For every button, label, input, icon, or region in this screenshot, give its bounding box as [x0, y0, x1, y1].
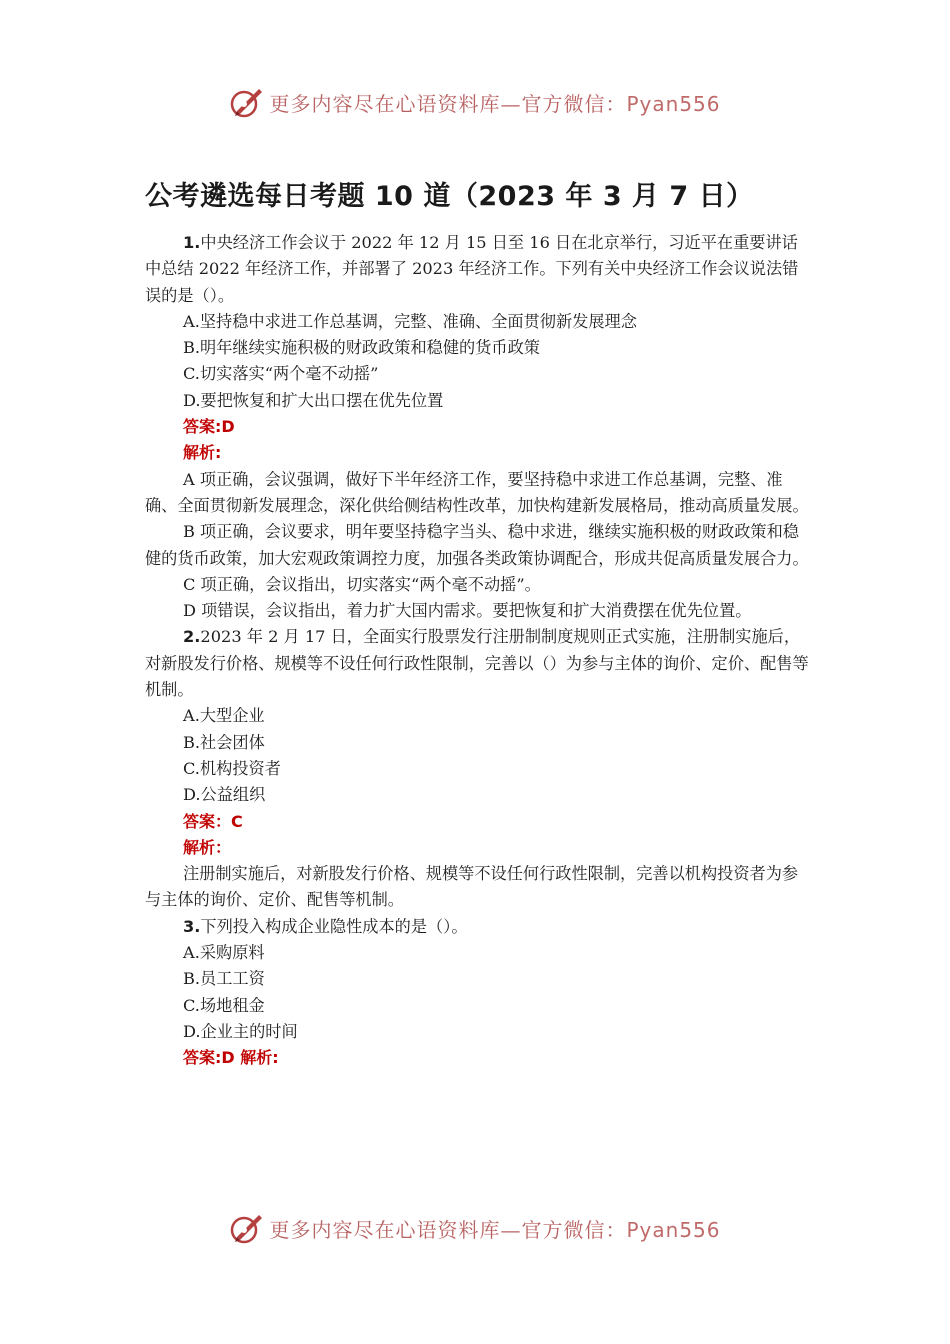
option-c: C.场地租金	[183, 995, 265, 1015]
option-d: D.企业主的时间	[183, 1021, 298, 1041]
document-body	[145, 230, 810, 1072]
option-b: B.社会团体	[183, 732, 265, 752]
pen-logo-icon	[229, 1210, 265, 1246]
option-c: C.切实落实“两个毫不动摇”	[183, 364, 379, 384]
answer-label: 答案:D	[183, 417, 235, 437]
wechat-id: Pyan556	[626, 1217, 721, 1242]
option-d: D.要把恢复和扩大出口摆在优先位置	[183, 390, 444, 410]
analysis-paragraph: 注册制实施后，对新股发行价格、规模等不设任何行政性限制，完善以机构投资者为参与主体的询价、定价、配售等机制。	[145, 864, 799, 910]
answer-label: 答案：C	[183, 811, 243, 831]
question-text: 中央经济工作会议于 2022 年 12 月 15 日至 16 日在北京举行，习近平在重要讲话中总结 2022 年经济工作，并部署了 2023 年经济工作。下列有关中央经济工作会议说法错误的是（）。	[145, 233, 799, 305]
answer-label: 答案:D 解析:	[183, 1048, 279, 1068]
analysis-label: 解析:	[183, 443, 222, 463]
question-text: 下列投入构成企业隐性成本的是（）。	[200, 916, 468, 936]
analysis-paragraph: A 项正确，会议强调，做好下半年经济工作，要坚持稳中求进工作总基调，完整、准确、全面贯彻新发展理念，深化供给侧结构性改革，加快构建新发展格局，推动高质量发展。	[145, 469, 809, 515]
analysis-paragraph: B 项正确，会议要求，明年要坚持稳字当头、稳中求进，继续实施积极的财政政策和稳健的货币政策，加大宏观政策调控力度，加强各类政策协调配合，形成共促高质量发展合力。	[145, 522, 809, 568]
banner-text: 更多内容尽在心语资料库—官方微信：Pyan556	[269, 91, 721, 116]
question-number: 1.	[183, 233, 201, 252]
option-b: B.明年继续实施积极的财政政策和稳健的货币政策	[183, 338, 540, 358]
question-text: 2023 年 2 月 17 日，全面实行股票发行注册制制度规则正式实施，注册制实施后，对新股发行价格、规模等不设任何行政性限制，完善以（）为参与主体的询价、定价、配售等机制。	[145, 627, 809, 700]
option-b: B.员工工资	[183, 969, 265, 989]
option-a: A.坚持稳中求进工作总基调，完整、准确、全面贯彻新发展理念	[183, 311, 637, 331]
analysis-paragraph: D 项错误，会议指出，着力扩大国内需求。要把恢复和扩大消费摆在优先位置。	[183, 601, 752, 621]
question-number: 3.	[183, 916, 201, 936]
analysis-paragraph: C 项正确，会议指出，切实落实“两个毫不动摇”。	[183, 574, 541, 594]
wechat-id: Pyan556	[626, 91, 721, 116]
page-title: 公考遴选每日考题 10 道（2023 年 3 月 7 日）	[145, 181, 754, 212]
pen-logo-icon	[229, 84, 265, 120]
question-3	[145, 914, 810, 940]
option-a: A.大型企业	[183, 706, 265, 726]
question-number: 2.	[183, 627, 201, 647]
option-d: D.公益组织	[183, 785, 266, 805]
question-2	[145, 624, 810, 703]
footer-watermark-banner	[0, 1208, 950, 1248]
option-c: C.机构投资者	[183, 758, 281, 778]
banner-text: 更多内容尽在心语资料库—官方微信：Pyan556	[269, 1217, 721, 1242]
analysis-label: 解析：	[183, 837, 232, 857]
header-watermark-banner	[0, 82, 950, 122]
question-1	[145, 230, 810, 309]
option-a: A.采购原料	[183, 943, 265, 963]
